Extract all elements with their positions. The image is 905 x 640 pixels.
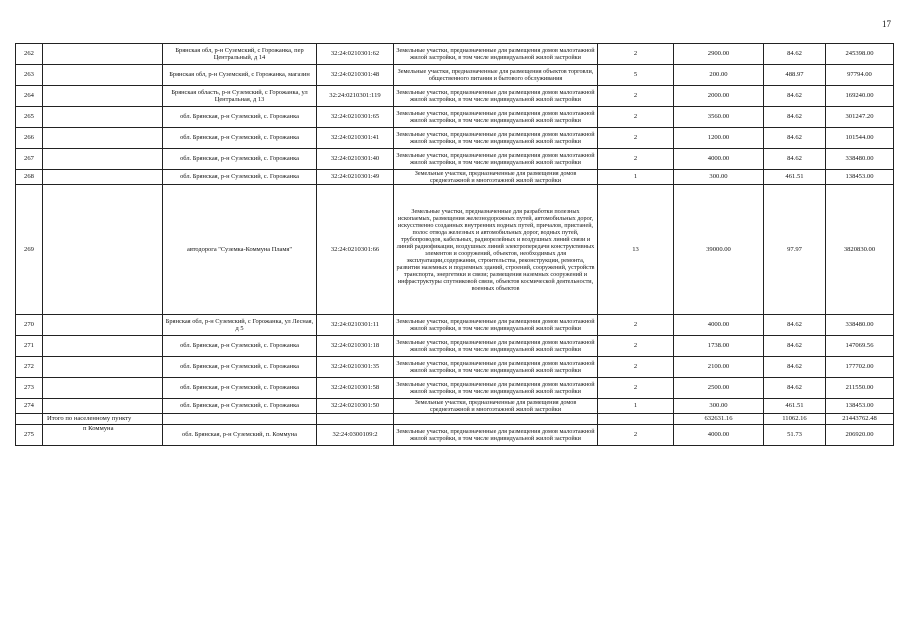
value-cell: 177702.00 [826,357,894,378]
value-cell: 147069.56 [826,336,894,357]
rate-cell: 84.62 [764,149,826,170]
address-cell: обл. Брянская, р-н Суземский, с. Горожанка [163,149,317,170]
category-cell: 2 [598,44,674,65]
row-number-cell: 273 [16,378,43,399]
area-cell: 4000.00 [674,149,764,170]
locality-cell [43,315,163,336]
row-number-cell: 272 [16,357,43,378]
category-cell: 2 [598,378,674,399]
area-cell: 39000.00 [674,185,764,315]
row-number-cell: 271 [16,336,43,357]
permitted-use-cell: Земельные участки, предназначенные для размещения домов малоэтажной жилой застройки, в том числе индивидуальной жилой застройки [394,315,598,336]
subtotal-rate: 11062.16 [764,414,826,425]
address-cell: Брянская обл, р-н Суземский, с Горожанка, пер Центральный, д 14 [163,44,317,65]
locality-cell [43,44,163,65]
permitted-use-cell: Земельные участки, предназначенные для размещения домов малоэтажной жилой застройки, в том числе индивидуальной жилой застройки [394,425,598,446]
value-cell: 301247.20 [826,107,894,128]
row-number-cell: 274 [16,399,43,414]
rate-cell: 84.62 [764,44,826,65]
category-cell: 2 [598,336,674,357]
value-cell: 138453.00 [826,170,894,185]
table-row [16,65,894,86]
row-number-cell: 262 [16,44,43,65]
area-cell: 2500.00 [674,378,764,399]
category-cell: 13 [598,185,674,315]
row-number-cell: 267 [16,149,43,170]
table-row [16,336,894,357]
area-cell: 1738.00 [674,336,764,357]
subtotal-label: Итого по населенному пункту [43,414,163,425]
table-row [16,170,894,185]
cadastral-number-cell: 32:24:0210301:35 [317,357,394,378]
value-cell: 211550.00 [826,378,894,399]
permitted-use-cell: Земельные участки, предназначенные для размещения домов малоэтажной жилой застройки, в том числе индивидуальной жилой застройки [394,86,598,107]
category-cell: 1 [598,170,674,185]
table-row [16,185,894,315]
value-cell: 206920.00 [826,425,894,446]
address-cell: обл. Брянская, р-н Суземский, п. Коммуна [163,425,317,446]
category-cell: 2 [598,149,674,170]
permitted-use-cell: Земельные участки, предназначенные для размещения домов малоэтажной жилой застройки, в том числе индивидуальной жилой застройки [394,128,598,149]
rate-cell: 488.97 [764,65,826,86]
table-row [16,425,894,446]
area-cell: 300.00 [674,399,764,414]
permitted-use-cell: Земельные участки, предназначенные для размещения домов среднеэтажной и многоэтажной жилой застройки [394,399,598,414]
row-number-cell: 264 [16,86,43,107]
permitted-use-cell: Земельные участки, предназначенные для размещения домов малоэтажной жилой застройки, в том числе индивидуальной жилой застройки [394,149,598,170]
locality-cell [43,128,163,149]
subtotal-area: 632631.16 [674,414,764,425]
value-cell: 338480.00 [826,315,894,336]
address-cell: Брянская обл, р-н Суземский, с Горожанка, магазин [163,65,317,86]
empty-cell [163,414,317,425]
locality-label: п Коммуна [43,425,163,446]
cadastral-number-cell: 32:24:0210301:41 [317,128,394,149]
rate-cell: 84.62 [764,357,826,378]
locality-cell [43,357,163,378]
permitted-use-cell: Земельные участки, предназначенные для разработки полезных ископаемых, размещения железнодорожных путей, автомобильных дорог, искусственно созданных внутренних водных путей, причалов, пристаней, полос отвода железных и автомобильных дорог, водных путей, трубопроводов, кабельных, радиорелейных и воздушных линий связи и линий радиофикации, воздушных линий электропередачи конструктивных элементов и сооружений, объектов, необходимых для эксплуатации,содержания, строительства, реконструкции, ремонта, развития наземных и подземных зданий, строений, сооружений, устройств транспорта, энергетики и связи; размещения наземных сооружений и инфраструктуры спутниковой связи, объектов космической деятельности, военных объектов [394,185,598,315]
cadastral-number-cell: 32:24:0210301:62 [317,44,394,65]
table-row [16,378,894,399]
rate-cell: 84.62 [764,86,826,107]
cadastral-number-cell: 32:24:0300109:2 [317,425,394,446]
empty-cell [394,414,598,425]
address-cell: обл. Брянская, р-н Суземский, с. Горожанка [163,357,317,378]
area-cell: 200.00 [674,65,764,86]
row-number-cell: 265 [16,107,43,128]
empty-cell [598,414,674,425]
table-row [16,315,894,336]
value-cell: 138453.00 [826,399,894,414]
cadastral-number-cell: 32:24:0210301:40 [317,149,394,170]
table-row [16,44,894,65]
area-cell: 2900.00 [674,44,764,65]
value-cell: 245398.00 [826,44,894,65]
category-cell: 5 [598,65,674,86]
cadastral-number-cell: 32:24:0210301:50 [317,399,394,414]
area-cell: 1200.00 [674,128,764,149]
value-cell: 101544.00 [826,128,894,149]
row-number-cell: 263 [16,65,43,86]
cadastral-number-cell: 32:24:0210301:58 [317,378,394,399]
locality-cell [43,399,163,414]
subtotal-value: 21443762.48 [826,414,894,425]
row-number-cell: 266 [16,128,43,149]
row-number-cell: 270 [16,315,43,336]
permitted-use-cell: Земельные участки, предназначенные для размещения домов среднеэтажной и многоэтажной жилой застройки [394,170,598,185]
land-register-table [15,43,894,446]
rate-cell: 84.62 [764,107,826,128]
rate-cell: 461.51 [764,170,826,185]
locality-cell [43,86,163,107]
row-number-cell: 275 [16,425,43,446]
permitted-use-cell: Земельные участки, предназначенные для размещения домов малоэтажной жилой застройки, в том числе индивидуальной жилой застройки [394,378,598,399]
category-cell: 2 [598,357,674,378]
rate-cell: 84.62 [764,336,826,357]
rate-cell: 51.73 [764,425,826,446]
address-cell: обл. Брянская, р-н Суземский, с. Горожанка [163,399,317,414]
area-cell: 4000.00 [674,315,764,336]
locality-cell [43,65,163,86]
rate-cell: 84.62 [764,378,826,399]
address-cell: Брянская область, р-н Суземский, с Горожанка, ул Центральная, д 13 [163,86,317,107]
area-cell: 2100.00 [674,357,764,378]
address-cell: обл. Брянская, р-н Суземский, с. Горожанка [163,378,317,399]
category-cell: 2 [598,107,674,128]
locality-cell [43,107,163,128]
category-cell: 2 [598,315,674,336]
permitted-use-cell: Земельные участки, предназначенные для размещения объектов торговли, общественного питания и бытового обслуживания [394,65,598,86]
rate-cell: 461.51 [764,399,826,414]
locality-cell [43,185,163,315]
cadastral-number-cell: 32:24:0210301:119 [317,86,394,107]
table-row [16,128,894,149]
table-row [16,149,894,170]
locality-cell [43,336,163,357]
permitted-use-cell: Земельные участки, предназначенные для размещения домов малоэтажной жилой застройки, в том числе индивидуальной жилой застройки [394,107,598,128]
address-cell: обл. Брянская, р-н Суземский, с. Горожанка [163,170,317,185]
cadastral-number-cell: 32:24:0210301:11 [317,315,394,336]
subtotal-row [16,414,894,425]
value-cell: 97794.00 [826,65,894,86]
empty-cell [16,414,43,425]
row-number-cell: 269 [16,185,43,315]
locality-cell [43,149,163,170]
address-cell: автодорога "Суземка-Коммуна Пламя" [163,185,317,315]
rate-cell: 97.97 [764,185,826,315]
table-row [16,357,894,378]
cadastral-number-cell: 32:24:0210301:48 [317,65,394,86]
empty-cell [317,414,394,425]
rate-cell: 84.62 [764,315,826,336]
permitted-use-cell: Земельные участки, предназначенные для размещения домов малоэтажной жилой застройки, в том числе индивидуальной жилой застройки [394,336,598,357]
table-row [16,399,894,414]
table-row [16,86,894,107]
area-cell: 300.00 [674,170,764,185]
area-cell: 3560.00 [674,107,764,128]
row-number-cell: 268 [16,170,43,185]
locality-cell [43,170,163,185]
page-number: 17 [882,19,891,29]
cadastral-number-cell: 32:24:0210301:66 [317,185,394,315]
category-cell: 2 [598,425,674,446]
address-cell: обл. Брянская, р-н Суземский, с. Горожанка [163,107,317,128]
address-cell: обл. Брянская, р-н Суземский, с. Горожанка [163,336,317,357]
permitted-use-cell: Земельные участки, предназначенные для размещения домов малоэтажной жилой застройки, в том числе индивидуальной жилой застройки [394,357,598,378]
permitted-use-cell: Земельные участки, предназначенные для размещения домов малоэтажной жилой застройки, в том числе индивидуальной жилой застройки [394,44,598,65]
category-cell: 2 [598,128,674,149]
value-cell: 169240.00 [826,86,894,107]
value-cell: 3820830.00 [826,185,894,315]
cadastral-number-cell: 32:24:0210301:49 [317,170,394,185]
address-cell: обл. Брянская, р-н Суземский, с. Горожанка [163,128,317,149]
cadastral-number-cell: 32:24:0210301:18 [317,336,394,357]
area-cell: 4000.00 [674,425,764,446]
area-cell: 2000.00 [674,86,764,107]
locality-cell [43,378,163,399]
value-cell: 338480.00 [826,149,894,170]
address-cell: Брянская обл, р-н Суземский, с Горожанка, ул Лесная, д 5 [163,315,317,336]
category-cell: 2 [598,86,674,107]
rate-cell: 84.62 [764,128,826,149]
table-row [16,107,894,128]
category-cell: 1 [598,399,674,414]
cadastral-number-cell: 32:24:0210301:65 [317,107,394,128]
